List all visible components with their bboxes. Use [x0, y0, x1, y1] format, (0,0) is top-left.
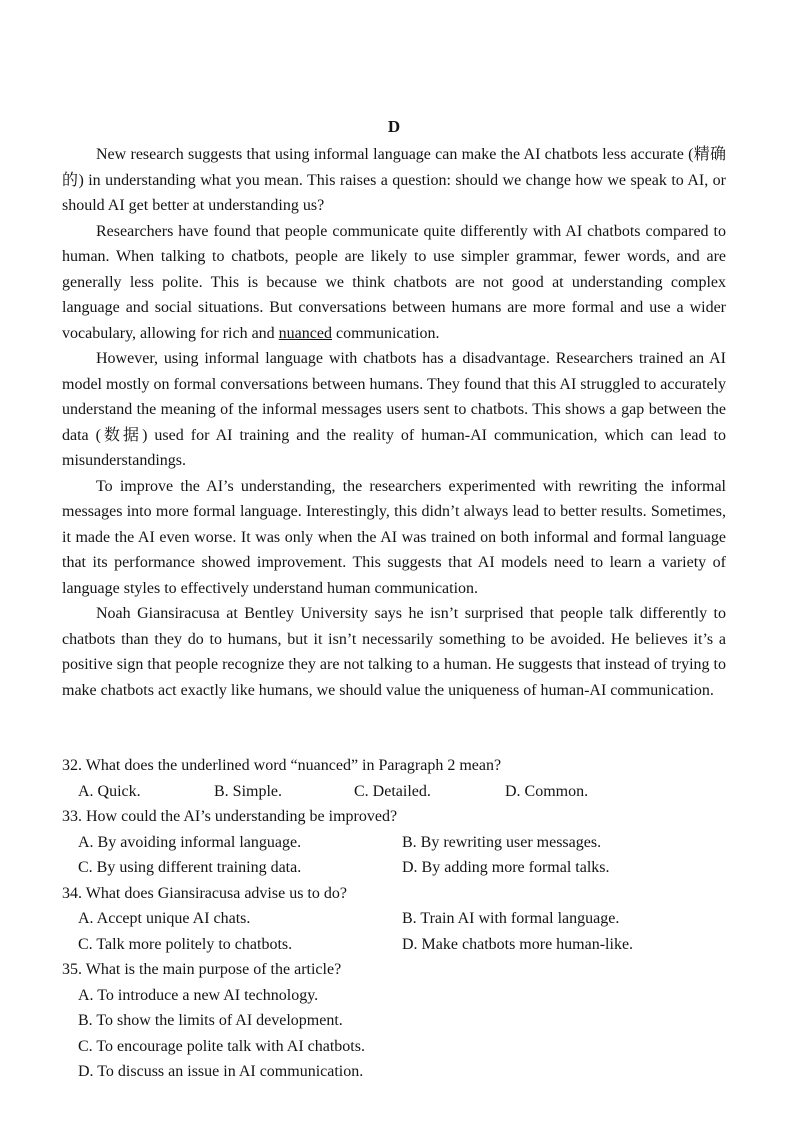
question-list — [62, 753, 726, 1085]
option-d: D. Common. — [505, 782, 589, 800]
option-a: A. By avoiding informal language. — [78, 833, 302, 851]
question-stem: 32. What does the underlined word “nuanced” in Paragraph 2 mean? — [62, 757, 502, 774]
option-row — [62, 1008, 726, 1034]
paragraph-5: Noah Giansiracusa at Bentley University says he isn’t surprised that people talk differently to chatbots than they do to humans, but it isn’t necessarily something to be avoided. He believes it’s a positive sign that people recognize they are not talking to a human. He suggests that instead of trying to make chatbots act exactly like humans, we should value the uniqueness of human-AI communication. — [62, 605, 726, 699]
question-32 — [62, 753, 726, 804]
option-row — [62, 932, 726, 958]
option-row — [62, 779, 726, 805]
option-row — [62, 830, 726, 856]
option-b: B. By rewriting user messages. — [402, 833, 602, 851]
option-c: C. By using different training data. — [78, 859, 302, 876]
paragraph-1: New research suggests that using informal language can make the AI chatbots less accurate (精确的) in understanding what you mean. This raises a question: should we change how we speak to AI, or should AI get better at understanding us? — [62, 146, 726, 214]
question-stem: 34. What does Giansiracusa advise us to do? — [62, 884, 347, 902]
option-a: A. Accept unique AI chats. — [78, 910, 251, 927]
option-c: C. To encourage polite talk with AI chatbots. — [78, 1037, 365, 1055]
option-b: B. Simple. — [214, 782, 283, 800]
option-a: A. To introduce a new AI technology. — [78, 986, 319, 1004]
option-row — [62, 1034, 726, 1060]
option-c: C. Detailed. — [354, 782, 431, 800]
question-stem: 35. What is the main purpose of the article? — [62, 961, 342, 978]
option-row — [62, 906, 726, 932]
option-c: C. Talk more politely to chatbots. — [78, 935, 293, 953]
option-b: B. Train AI with formal language. — [402, 910, 620, 927]
option-row — [62, 855, 726, 881]
paragraph-2 — [62, 219, 726, 347]
option-d: D. Make chatbots more human-like. — [402, 935, 634, 953]
section-title: D — [387, 117, 401, 136]
option-d: D. By adding more formal talks. — [402, 859, 610, 876]
question-33 — [62, 804, 726, 881]
reading-passage — [62, 142, 726, 703]
option-a: A. Quick. — [78, 782, 141, 800]
paragraph-2-text: Researchers have found that people communicate quite differently with AI chatbots compared to human. When talking to chatbots, people are likely to use simpler grammar, fewer words, and are generally less polite. This is because we think chatbots are not good at understanding complex language and social situations. But conversations between humans are more formal and use a wider vocabulary, allowing for rich and — [62, 222, 726, 342]
question-35 — [62, 957, 726, 1085]
option-d: D. To discuss an issue in AI communication. — [78, 1063, 364, 1080]
option-row — [62, 983, 726, 1009]
paragraph-2-tail: communication. — [331, 324, 440, 342]
option-row — [62, 1059, 726, 1085]
option-b: B. To show the limits of AI development. — [78, 1012, 343, 1029]
paragraph-4: To improve the AI’s understanding, the researchers experimented with rewriting the informal messages into more formal language. Interestingly, this didn’t always lead to better results. Sometimes, it made the AI even worse. It was only when the AI was trained on both informal and formal language that its performance showed improvement. This suggests that AI models need to learn a variety of language styles to effectively understand human communication. — [62, 477, 726, 597]
question-34 — [62, 881, 726, 958]
paragraph-3: However, using informal language with chatbots has a disadvantage. Researchers trained an AI model mostly on formal conversations between humans. They found that this AI struggled to accurately understand the meaning of the informal messages users sent to chatbots. This shows a gap between the data (数据) used for AI training and the reality of human-AI communication, which can lead to misunderstandings. — [62, 350, 726, 469]
underlined-word: nuanced — [278, 324, 332, 342]
question-stem: 33. How could the AI’s understanding be improved? — [62, 808, 398, 825]
